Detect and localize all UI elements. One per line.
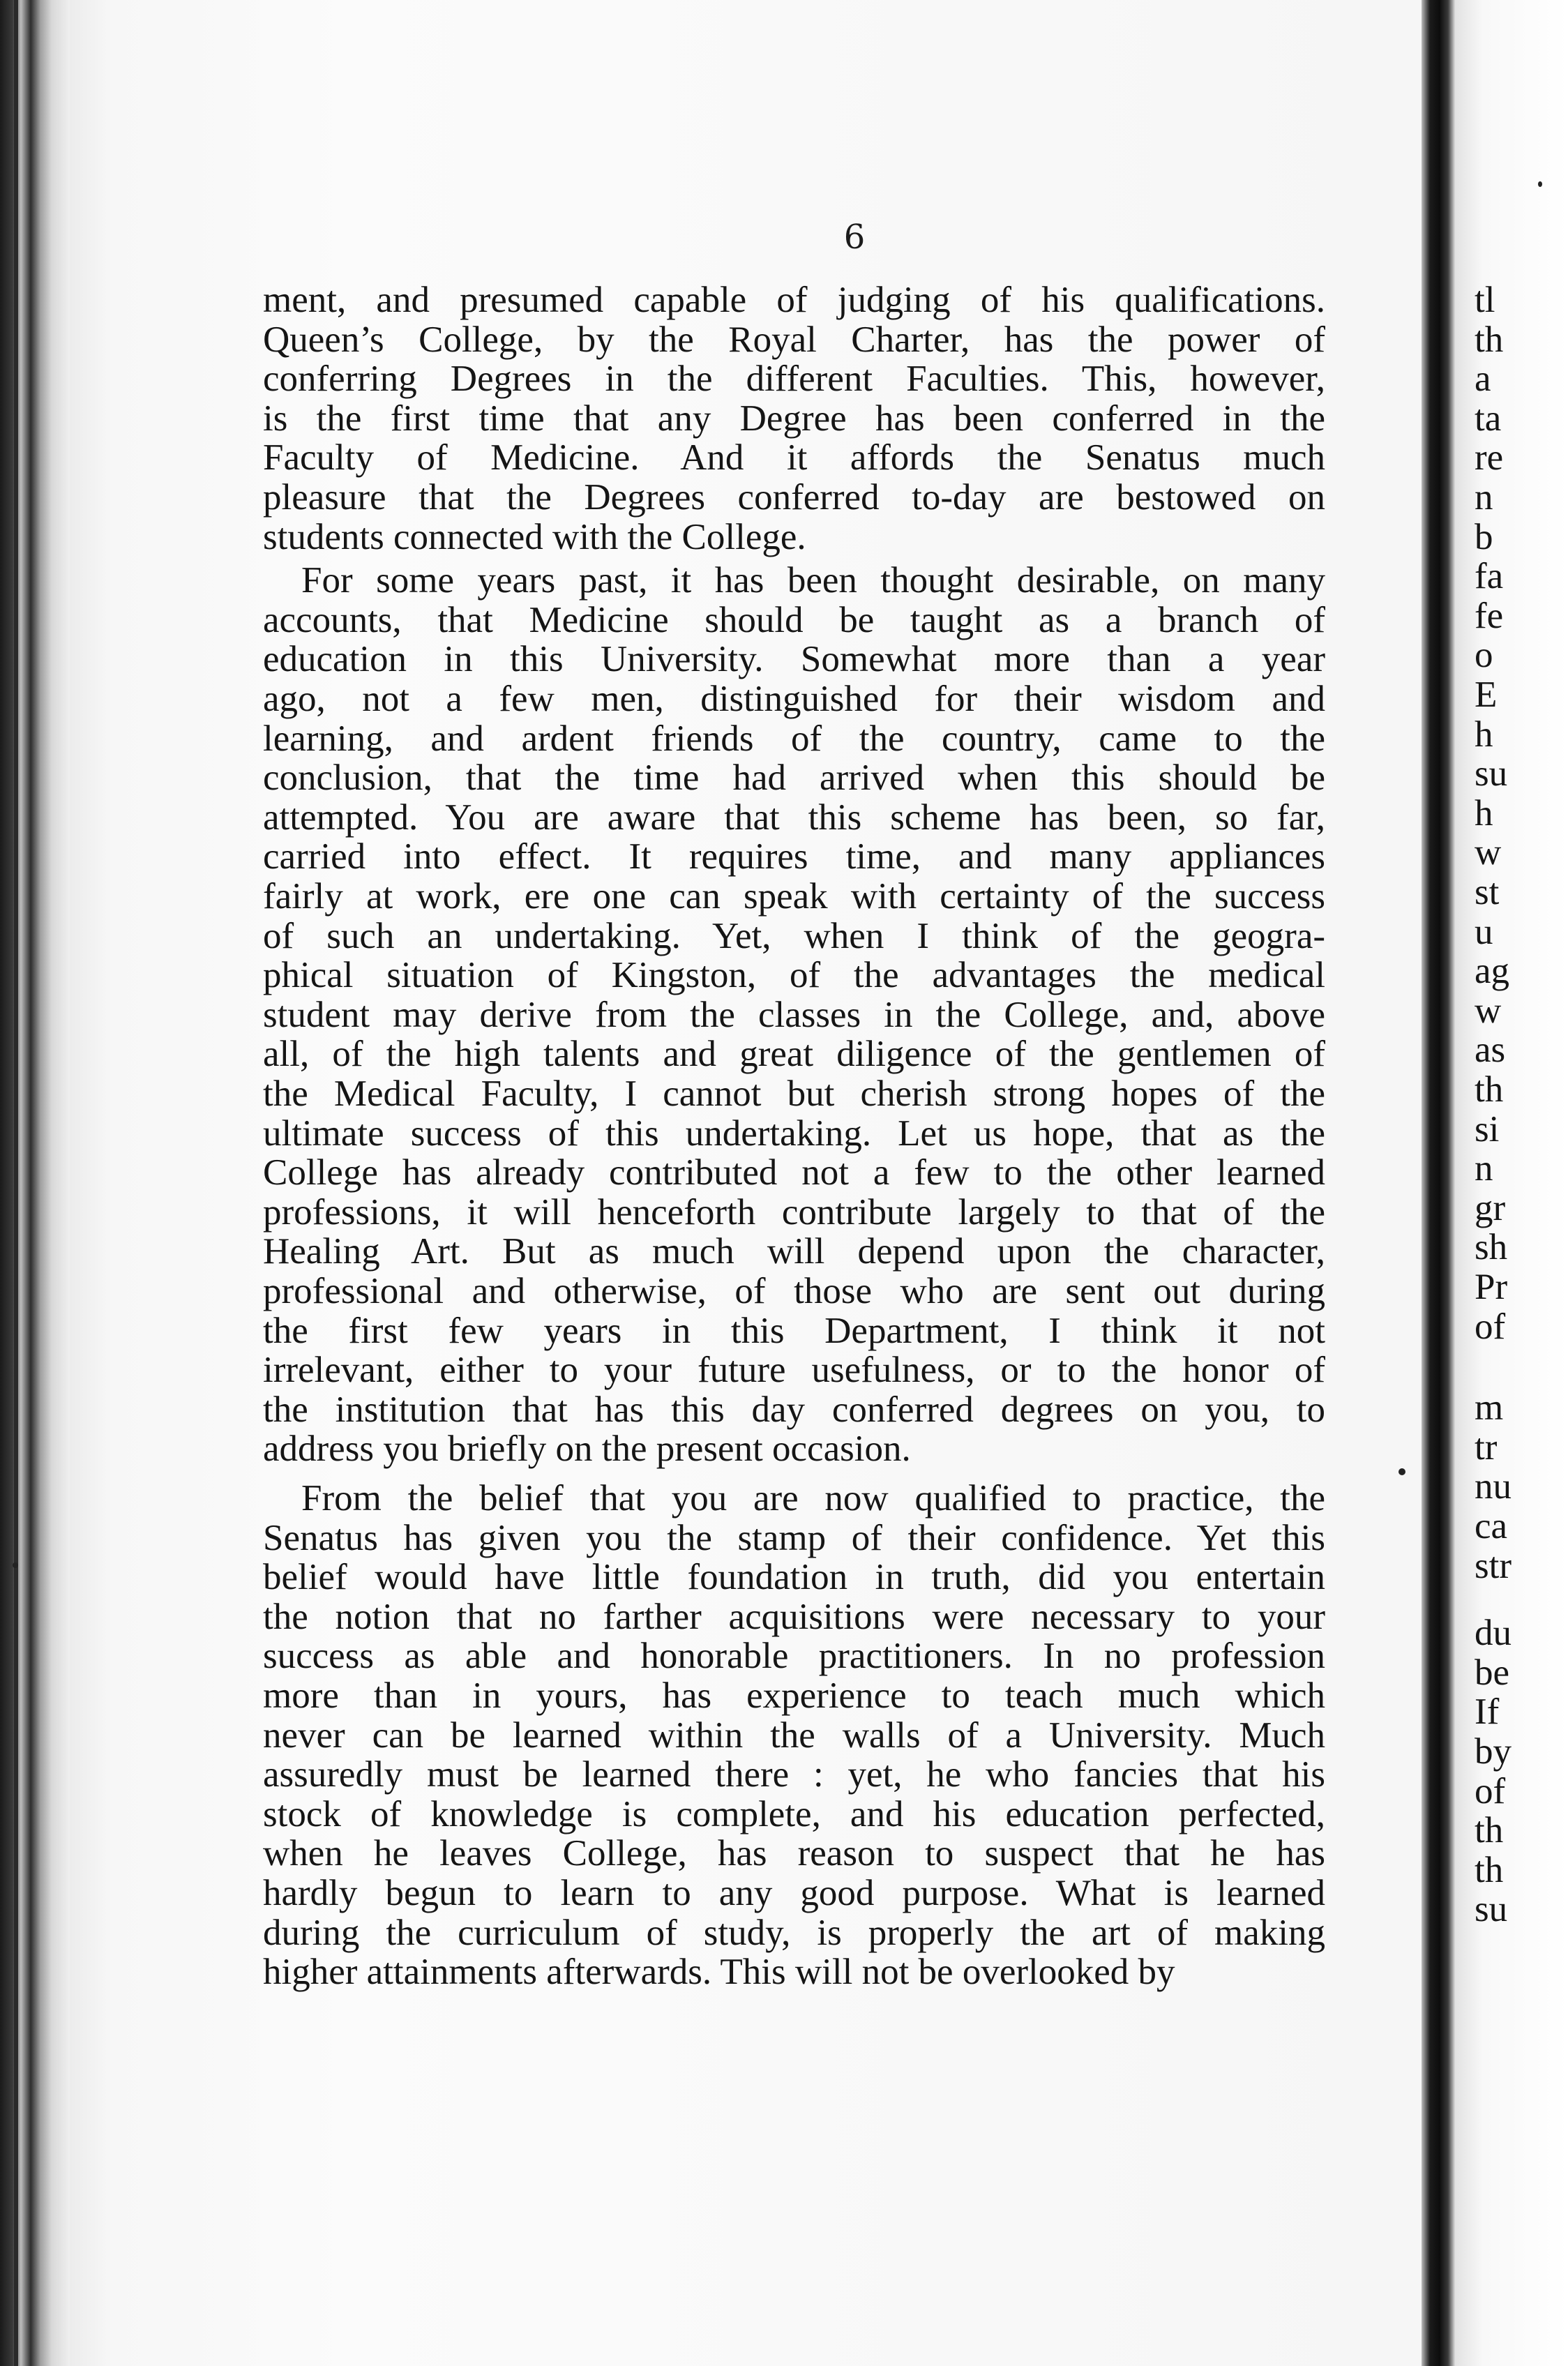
text-line: hardly begun to learn to any good purpose. What is learned: [263, 1873, 1325, 1913]
facing-page-fragment: be: [1475, 1652, 1510, 1693]
facing-page-fragment: as: [1475, 1030, 1506, 1071]
facing-page-fragment: w: [1475, 990, 1502, 1031]
text-line: student may derive from the classes in the College, and, above: [263, 994, 1325, 1035]
text-line: Queen’s College, by the Royal Charter, has the power of: [263, 319, 1325, 360]
text-line: College has already contributed not a few to the other learned: [263, 1152, 1325, 1193]
facing-page-fragment: str: [1475, 1545, 1512, 1586]
facing-page-fragment: b: [1475, 516, 1493, 557]
text-line: professions, it will henceforth contribute largely to that of the: [263, 1191, 1325, 1233]
text-line: learning, and ardent friends of the country, came to the: [263, 718, 1325, 759]
facing-page-fragment: sh: [1475, 1227, 1508, 1268]
text-line: address you briefly on the present occasion.: [263, 1429, 911, 1470]
text-line: phical situation of Kingston, of the advantages the medical: [263, 955, 1325, 996]
facing-page-fragment: th: [1475, 1849, 1504, 1890]
facing-page-fragment: n: [1475, 1148, 1493, 1189]
text-line: pleasure that the Degrees conferred to-day are bestowed on: [263, 477, 1325, 518]
text-line: conferring Degrees in the different Faculties. This, however,: [263, 359, 1325, 400]
text-line: students connected with the College.: [263, 516, 806, 557]
facing-page-fragment: a: [1475, 359, 1491, 400]
text-line: carried into effect. It requires time, and many appliances: [263, 836, 1325, 877]
text-line: ment, and presumed capable of judging of his qualifications.: [263, 280, 1325, 320]
facing-page-fragment: re: [1475, 437, 1504, 479]
facing-page-fragment: th: [1475, 319, 1504, 360]
text-line: stock of knowledge is complete, and his education perfected,: [263, 1793, 1325, 1834]
facing-page-edge: [1455, 0, 1568, 2366]
facing-page-fragment: nu: [1475, 1466, 1512, 1507]
text-line: irrelevant, either to your future usefulness, or to the honor of: [263, 1350, 1325, 1391]
facing-page-fragment: ag: [1475, 951, 1510, 992]
text-line: the institution that has this day conferred degrees on you, to: [263, 1389, 1325, 1430]
text-line: conclusion, that the time had arrived when this should be: [263, 758, 1325, 799]
text-line: ultimate success of this undertaking. Let us hope, that as the: [263, 1113, 1325, 1154]
facing-page-fragment: st: [1475, 872, 1500, 912]
text-line: education in this University. Somewhat more than a year: [263, 639, 1325, 680]
facing-page-fragment: si: [1475, 1108, 1500, 1150]
facing-page-fragment: gr: [1475, 1187, 1506, 1228]
facing-page-fragment: E: [1475, 675, 1498, 715]
text-line: From the belief that you are now qualified to practice, the: [301, 1478, 1325, 1519]
text-line: the Medical Faculty, I cannot but cherish strong hopes of the: [263, 1073, 1325, 1114]
text-line: attempted. You are aware that this scheme has been, so far,: [263, 797, 1325, 838]
facing-page-fragment: tl: [1475, 280, 1495, 320]
text-line: the notion that no farther acquisitions were necessary to your: [263, 1596, 1325, 1637]
facing-page-fragment: h: [1475, 714, 1493, 755]
text-line: success as able and honorable practitioners. In no profession: [263, 1636, 1325, 1677]
facing-page-fragment: th: [1475, 1069, 1504, 1110]
facing-page-fragment: by: [1475, 1731, 1512, 1772]
facing-page-fragment: m: [1475, 1387, 1504, 1429]
facing-page-fragment: n: [1475, 477, 1493, 518]
binding-shadow-line: [14, 0, 18, 2366]
facing-page-fragment: of: [1475, 1770, 1506, 1811]
facing-page-fragment: u: [1475, 911, 1493, 952]
text-line: during the curriculum of study, is properly the art of making: [263, 1912, 1325, 1953]
text-line: Healing Art. But as much will depend upon the character,: [263, 1231, 1325, 1272]
facing-page-fragment: du: [1475, 1613, 1512, 1654]
text-line: professional and otherwise, of those who are sent out during: [263, 1271, 1325, 1311]
text-line: belief would have little foundation in truth, did you entertain: [263, 1557, 1325, 1598]
text-line: ago, not a few men, distinguished for their wisdom and: [263, 679, 1325, 719]
page-number: 6: [843, 218, 866, 257]
text-line: For some years past, it has been thought desirable, on many: [301, 560, 1325, 601]
facing-page-fragment: fa: [1475, 556, 1504, 597]
text-line: never can be learned within the walls of a University. Much: [263, 1715, 1325, 1756]
facing-page-fragment: fe: [1475, 595, 1504, 636]
text-line: the first few years in this Department, I think it not: [263, 1310, 1325, 1351]
facing-page-fragment: w: [1475, 832, 1502, 873]
facing-page-fragment: th: [1475, 1810, 1504, 1851]
facing-page-fragment: tr: [1475, 1426, 1498, 1468]
text-line: assuredly must be learned there : yet, he who fancies that his: [263, 1754, 1325, 1795]
ink-speck: [1538, 181, 1542, 187]
facing-page-fragment: ca: [1475, 1506, 1508, 1546]
text-line: more than in yours, has experience to teach much which: [263, 1675, 1325, 1716]
text-line: of such an undertaking. Yet, when I think of the geogra-: [263, 915, 1325, 956]
facing-page-fragment: h: [1475, 792, 1493, 834]
book-binding-edge: [0, 0, 70, 2366]
text-line: fairly at work, ere one can speak with certainty of the success: [263, 876, 1325, 917]
text-line: is the first time that any Degree has been conferred in the: [263, 398, 1325, 439]
ink-speck: [1399, 1468, 1405, 1475]
facing-page-fragment: If: [1475, 1691, 1500, 1733]
facing-page-fragment: su: [1475, 1889, 1508, 1930]
facing-page-fragment: su: [1475, 753, 1508, 794]
facing-page-fragment: o: [1475, 635, 1493, 676]
text-line: Senatus has given you the stamp of their confidence. Yet this: [263, 1517, 1325, 1558]
text-line: higher attainments afterwards. This will not be overlooked by: [263, 1952, 1175, 1993]
facing-page-fragment: Pr: [1475, 1267, 1508, 1307]
ink-speck: [13, 1562, 18, 1568]
text-line: when he leaves College, has reason to suspect that he has: [263, 1833, 1325, 1874]
facing-page-fragment: ta: [1475, 398, 1502, 439]
text-line: Faculty of Medicine. And it affords the Senatus much: [263, 437, 1325, 479]
facing-page-fragment: of: [1475, 1306, 1506, 1347]
page-gutter: [1422, 0, 1455, 2366]
text-line: accounts, that Medicine should be taught as a branch of: [263, 599, 1325, 640]
text-line: all, of the high talents and great diligence of the gentlemen of: [263, 1034, 1325, 1075]
